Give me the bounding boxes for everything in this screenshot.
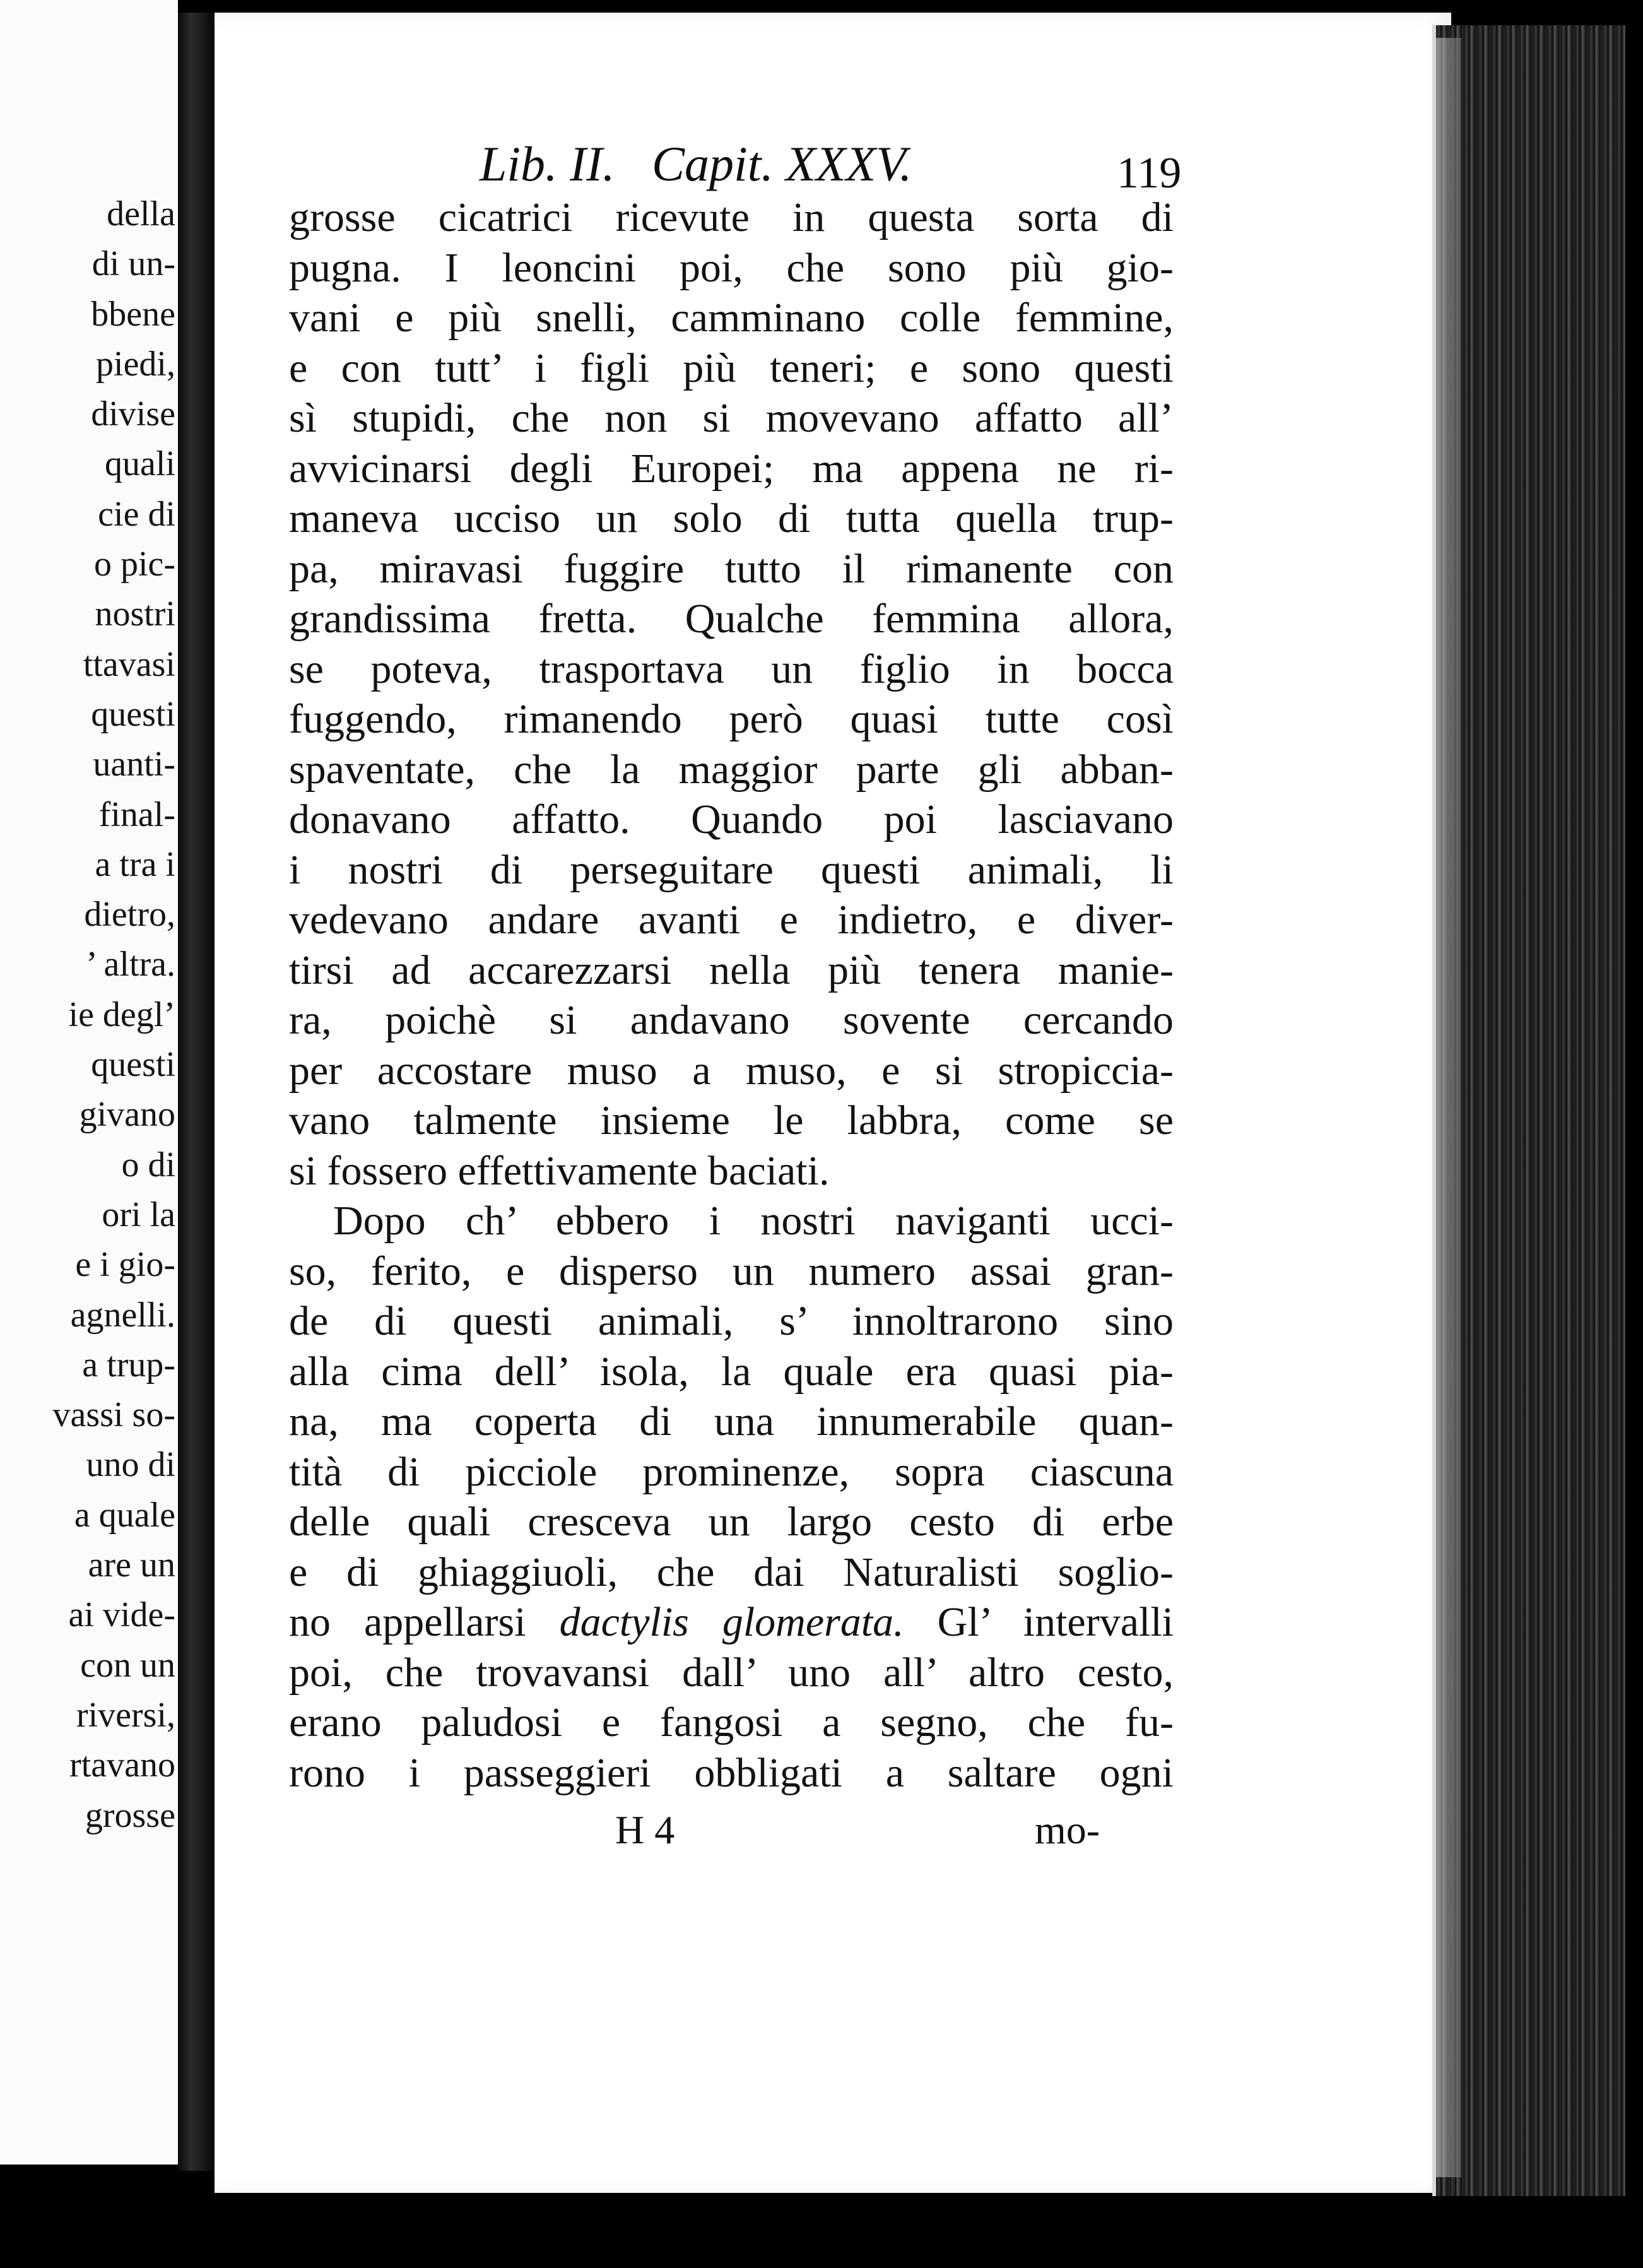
text-line: grosse cicatrici ricevute in questa sorta di [289, 194, 1174, 240]
facing-page-line: rtavano [69, 1745, 175, 1785]
text-line: so, ferito, e disperso un numero assai gran- [289, 1248, 1174, 1294]
facing-page-line: questi [91, 694, 175, 734]
text-line: Dopo ch’ ebbero i nostri naviganti ucci- [333, 1198, 1174, 1244]
facing-page-line: cie di [98, 494, 175, 534]
facing-page-line: e i gio- [75, 1245, 175, 1285]
text-line: donavano affatto. Quando poi lasciavano [289, 796, 1174, 842]
facing-page-line: grosse [85, 1795, 175, 1835]
facing-page-line: vassi so- [52, 1395, 175, 1435]
facing-page-line: o di [121, 1145, 175, 1184]
book-gutter [178, 13, 215, 2171]
text-line: na, ma coperta di una innumerabile quan- [289, 1398, 1174, 1444]
text-line: pa, miravasi fuggire tutto il rimanente con [289, 545, 1174, 592]
facing-page-text [0, 189, 180, 1881]
facing-page-line: ai vide- [68, 1595, 175, 1635]
facing-page-line: quali [105, 444, 175, 484]
text-line: alla cima dell’ isola, la quale era quasi pia- [289, 1348, 1174, 1395]
facing-page-line: ttavasi [83, 644, 175, 684]
facing-page-line: a quale [74, 1495, 175, 1535]
text-line: fuggendo, rimanendo però quasi tutte così [289, 696, 1174, 742]
text-line: vedevano andare avanti e indietro, e diver- [289, 897, 1174, 943]
text-line: ra, poichè si andavano sovente cercando [289, 997, 1174, 1043]
text-line: per accostare muso a muso, e si stropiccia- [289, 1047, 1174, 1094]
text-line: sì stupidi, che non si movevano affatto all’ [289, 395, 1174, 441]
text-line: tirsi ad accarezzarsi nella più tenera manie- [289, 947, 1174, 993]
facing-page-line: final- [98, 794, 175, 834]
text-line [289, 1597, 1174, 1648]
facing-page-line: givano [79, 1095, 175, 1135]
text-line: grandissima fretta. Qualche femmina allora, [289, 596, 1174, 642]
facing-page-line: di un- [91, 244, 175, 284]
text-line: vano talmente insieme le labbra, come se [289, 1097, 1174, 1143]
facing-page-line: a tra i [95, 844, 175, 884]
facing-page-line: ie degl’ [68, 995, 175, 1034]
facing-page-line: ’ altra. [86, 945, 175, 984]
facing-page-line: con un [80, 1645, 175, 1685]
text-line: se poteva, trasportava un figlio in bocca [289, 646, 1174, 692]
text-line: delle quali cresceva un largo cesto di erbe [289, 1499, 1174, 1545]
page-number: 119 [1117, 149, 1182, 198]
catchword: mo- [1035, 1807, 1100, 1852]
running-head [480, 136, 1192, 192]
facing-page-line: piedi, [96, 344, 175, 384]
text-line: de di questi animali, s’ innoltrarono sino [289, 1298, 1174, 1344]
text-line-tail: Gl’ intervalli [904, 1599, 1174, 1645]
facing-page-line: della [107, 194, 175, 233]
facing-page-line: uno di [86, 1445, 175, 1485]
facing-page-line: agnelli. [70, 1295, 175, 1335]
facing-page-line: dietro, [84, 895, 175, 935]
facing-page-line: ori la [102, 1195, 175, 1234]
facing-page-left [0, 0, 178, 2165]
text-line: maneva ucciso un solo di tutta quella trup- [289, 495, 1174, 541]
text-line: e con tutt’ i figli più teneri; e sono questi [289, 345, 1174, 391]
facing-page-line: nostri [95, 594, 175, 634]
facing-page-line: bbene [91, 294, 175, 334]
text-line: spaventate, che la maggior parte gli abban- [289, 746, 1174, 793]
facing-page-line: uanti- [93, 745, 175, 784]
text-line: tità di picciole prominenze, sopra ciascuna [289, 1448, 1174, 1495]
text-line: e di ghiaggiuoli, che dai Naturalisti soglio- [289, 1549, 1174, 1595]
signature-mark: H 4 [615, 1807, 675, 1852]
italic-term: dactylis glomerata. [559, 1599, 904, 1645]
running-head-text: Lib. II. Capit. XXXV. [480, 136, 912, 191]
text-line: vani e più snelli, camminano colle femmine, [289, 295, 1174, 341]
text-line: erano paludosi e fangosi a segno, che fu- [289, 1699, 1174, 1745]
facing-page-line: o pic- [93, 545, 175, 584]
text-line: i nostri di perseguitare questi animali, li [289, 846, 1174, 893]
text-line-lead: no appellarsi [289, 1599, 560, 1645]
text-line: poi, che trovavansi dall’ uno all’ altro cesto, [289, 1649, 1174, 1696]
facing-page-line: divise [91, 394, 175, 434]
text-line: pugna. I leoncini poi, che sono più gio- [289, 244, 1174, 291]
text-line: rono i passeggieri obbligati a saltare ogni [289, 1749, 1174, 1796]
text-line: si fossero effettivamente baciati. [289, 1147, 830, 1194]
page-edge-highlight [1436, 38, 1461, 2177]
body-text [289, 192, 1174, 1798]
facing-page-line: a trup- [82, 1345, 175, 1385]
facing-page-line: riversi, [76, 1695, 175, 1735]
facing-page-line: are un [88, 1545, 175, 1585]
text-line: avvicinarsi degli Europei; ma appena ne ri- [289, 445, 1174, 492]
facing-page-line: questi [91, 1045, 175, 1085]
